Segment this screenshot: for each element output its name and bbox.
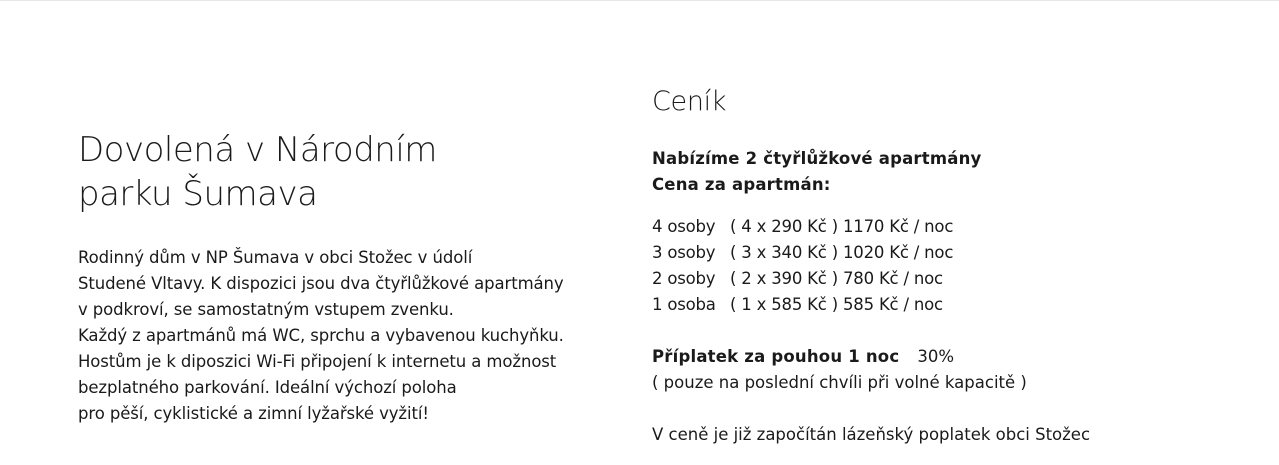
price-table bbox=[652, 214, 1252, 318]
price-row bbox=[652, 266, 1252, 292]
persons-cell: 4 osoby bbox=[652, 217, 716, 236]
top-divider bbox=[0, 0, 1279, 1]
surcharge-value: 30% bbox=[917, 347, 955, 366]
surcharge-block bbox=[652, 344, 1252, 396]
surcharge-note: ( pouze na poslední chvíli při volné kapacitě ) bbox=[652, 373, 1027, 392]
surcharge-line bbox=[652, 344, 1252, 370]
price-row bbox=[652, 214, 1252, 240]
total-cell: 585 Kč / noc bbox=[843, 295, 943, 314]
fee-note: V ceně je již započítán lázeňský poplatek obci Stožec bbox=[652, 425, 1091, 444]
total-cell: 780 Kč / noc bbox=[843, 269, 943, 288]
surcharge-label: Příplatek za pouhou 1 noc bbox=[652, 347, 900, 366]
persons-cell: 3 osoby bbox=[652, 243, 716, 262]
total-cell: 1170 Kč / noc bbox=[843, 217, 954, 236]
offer-line: Nabízíme 2 čtyřlůžkové apartmány bbox=[652, 149, 982, 168]
description-line: Rodinný dům v NP Šumava v obci Stožec v údolí bbox=[78, 248, 473, 267]
calc-cell: ( 2 x 390 Kč ) bbox=[730, 269, 838, 288]
intro-section bbox=[78, 128, 598, 427]
description-line: Každý z apartmánů má WC, sprchu a vybavenou kuchyňku. bbox=[78, 326, 564, 345]
persons-cell: 2 osoby bbox=[652, 269, 716, 288]
price-row bbox=[652, 240, 1252, 266]
title-line: parku Šumava bbox=[78, 174, 318, 214]
description-line: Hostům je k diposzici Wi-Fi připojení k internetu a možnost bbox=[78, 352, 557, 371]
title-line: Dovolená v Národním bbox=[78, 130, 437, 170]
total-cell: 1020 Kč / noc bbox=[843, 243, 954, 262]
description-line: pro pěší, cyklistické a zimní lyžařské vyžití! bbox=[78, 404, 429, 423]
intro-description bbox=[78, 245, 598, 427]
pricing-section bbox=[652, 84, 1252, 448]
persons-cell: 1 osoba bbox=[652, 295, 716, 314]
offer-heading bbox=[652, 146, 1252, 198]
calc-cell: ( 3 x 340 Kč ) bbox=[730, 243, 838, 262]
description-line: v podkroví, se samostatným vstupem zvenku. bbox=[78, 300, 454, 319]
description-line: Studené Vltavy. K dispozici jsou dva čtyřlůžkové apartmány bbox=[78, 274, 564, 293]
price-row bbox=[652, 292, 1252, 318]
calc-cell: ( 4 x 290 Kč ) bbox=[730, 217, 838, 236]
page-title bbox=[78, 128, 598, 216]
price-per-apartment-label: Cena za apartmán: bbox=[652, 175, 831, 194]
description-line: bezplatného parkování. Ideální výchozí poloha bbox=[78, 378, 457, 397]
pricing-title: Ceník bbox=[652, 86, 727, 117]
calc-cell: ( 1 x 585 Kč ) bbox=[730, 295, 838, 314]
